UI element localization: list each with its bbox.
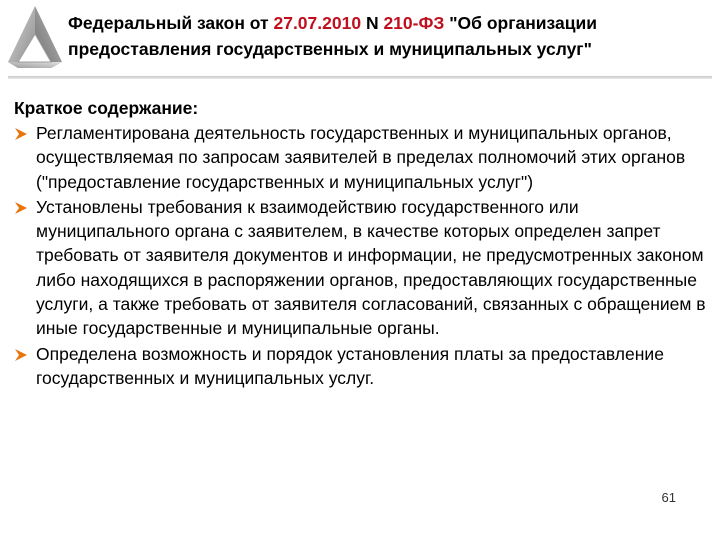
arrow-bullet-icon [14,348,28,362]
law-date: 27.07.2010 [273,13,362,33]
summary-heading: Краткое содержание: [14,98,199,118]
impossible-triangle-logo-icon [6,4,64,70]
header-divider [8,76,712,79]
title-text: Федеральный закон от [68,13,274,33]
title-text: "Об организации [444,13,598,33]
bullet-text: Определена возможность и порядок установления платы за предоставление государственных и муниципальных услуг. [36,343,664,388]
page-title [68,10,708,62]
law-number: 210-ФЗ [383,13,445,33]
bullet-item [14,195,714,341]
title-text: N [361,13,384,33]
title-line-2: предоставления государственных и муниципальных услуг" [68,39,592,59]
arrow-bullet-icon [14,127,28,141]
bullet-text: Установлены требования к взаимодействию государственного или муниципального органа с заявителем, в качестве которых определен запрет требовать от заявителя документов и информации, не предусмотренных законом либо находящихся в распоряжении органов, предоставляющих государственные услуги, а также требовать от заявителя согласований, связанных с обращением в иные государственные и муниципальные органы. [36,196,706,339]
slide-content [14,96,714,390]
bullet-list [14,121,714,390]
bullet-text: Регламентирована деятельность государственных и муниципальных органов, осуществляемая по запросам заявителей в пределах полномочий этих органов ("предоставление государственных и муниципальных услуг") [36,123,686,192]
page-number: 61 [661,490,676,505]
bullet-item [14,121,714,194]
arrow-bullet-icon [14,201,28,215]
bullet-item [14,342,714,391]
